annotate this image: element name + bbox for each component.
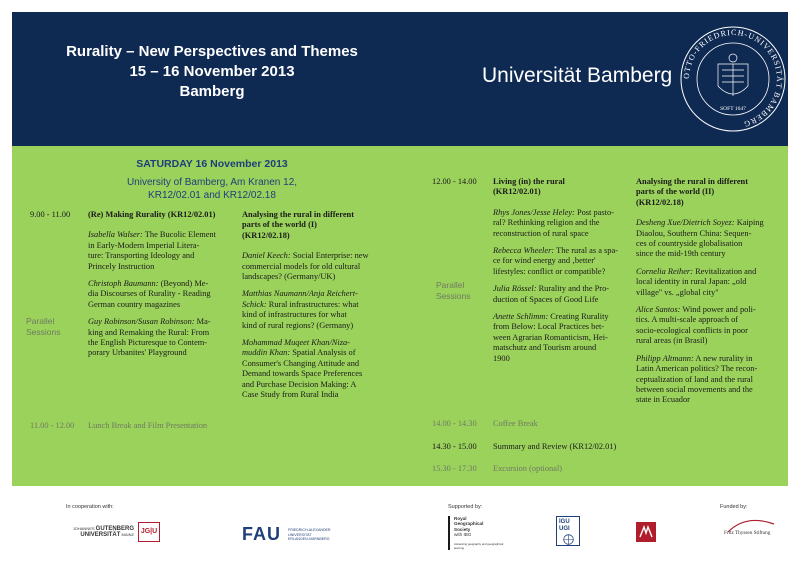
talk-line: commercial models for old cultural <box>242 261 361 271</box>
parallel-label-line: Sessions <box>26 327 61 337</box>
logo-text: FRIEDRICH-ALEXANDER <box>288 528 331 532</box>
seal-motto: SOFT 1647 <box>720 106 746 112</box>
talk-item <box>88 230 228 272</box>
talk-line: duction of Spaces of Good Life <box>493 294 599 304</box>
session-c <box>493 177 628 371</box>
talk-line: kind of rural regions? (Germany) <box>242 320 354 330</box>
talk-line: ces of countryside globalisation <box>636 239 743 249</box>
talk-line: tics. A multi-scale approach of <box>636 315 739 325</box>
session-title-line: (KR12/02.18) <box>636 197 684 207</box>
rgs-logo <box>454 516 483 538</box>
talk-line: village" vs. „global city" <box>636 287 719 297</box>
logo-text: IGU <box>559 519 570 525</box>
talk-line: Creating Rurality <box>550 312 609 322</box>
lunch-time: 11.00 - 12.00 <box>30 421 75 430</box>
event-title-block <box>12 42 412 102</box>
talk-authors: Daniel Keech: <box>242 251 291 261</box>
session-a <box>88 210 228 366</box>
talk-line: Demand towards Space Preferences <box>242 369 363 379</box>
globe-icon <box>562 534 575 545</box>
parallel-label-line: Parallel <box>436 280 465 290</box>
talk-line: king and Remaking the Rural: From <box>88 327 210 337</box>
talk-item <box>88 317 228 359</box>
talk-line: (Beyond) Me- <box>160 279 209 289</box>
talk-line: kind of infrastructures for what <box>242 310 347 320</box>
talk-line: The rural as a spa- <box>556 246 618 256</box>
seal-text: OTTO-FRIEDRICH-UNIVERSITÄT BAMBERG <box>681 27 785 129</box>
talk-authors: Guy Robinson/Susan Robinson: <box>88 317 195 327</box>
logo-text: Royal <box>454 516 467 521</box>
talk-line: landscapes? (Germany/UK) <box>242 272 336 282</box>
talk-item <box>636 305 784 347</box>
talk-line: matschutz and Tourism around <box>493 343 597 353</box>
rgs-tagline: Advancing geography and geographical learning <box>454 542 504 550</box>
talk-line: Latin American politics? The recon- <box>636 364 758 374</box>
session-title-line: parts of the world (I) <box>242 220 317 230</box>
logo-text: UNIVERSITÄT <box>288 532 312 537</box>
talk-line: porary Urbanites' Playground <box>88 348 187 358</box>
parallel-sessions-label <box>436 280 471 302</box>
excursion-label: Excursion (optional) <box>493 464 563 473</box>
talk-authors: Mohammad Muqeet Khan/Niza- <box>242 338 350 348</box>
jgu-logo: JG|U <box>138 522 160 542</box>
talk-item <box>493 208 628 239</box>
talk-authors: Cornelia Reiher: <box>636 266 693 276</box>
talk-authors: Anette Schlimm: <box>493 312 549 322</box>
talk-line: dia Discourses of Rurality - Reading <box>88 289 211 299</box>
session-title-line: (KR12/02.01) <box>493 187 541 197</box>
event-dates: 15 – 16 November 2013 <box>129 63 295 80</box>
venue-line: KR12/02.01 and KR12/02.18 <box>148 190 276 201</box>
talk-authors: Rhys Jones/Jesse Heley: <box>493 207 575 217</box>
time-session-morning: 9.00 - 11.00 <box>30 210 71 219</box>
logo-text: Society <box>454 526 471 532</box>
event-title: Rurality – New Perspectives and Themes <box>66 43 358 60</box>
talk-item <box>493 312 628 364</box>
university-seal-icon <box>678 24 788 134</box>
talk-line: in Early-Modern Imperial Litera- <box>88 240 200 250</box>
talk-item <box>493 284 628 305</box>
talk-authors: Julia Rössel: <box>493 284 537 294</box>
parallel-sessions-label <box>26 316 61 338</box>
coffee-label: Coffee Break <box>493 419 538 428</box>
talk-item <box>636 218 784 260</box>
time-session-afternoon: 12.00 - 14.00 <box>432 177 477 186</box>
talk-item <box>242 251 387 282</box>
talk-line: ween Agrarian Romanticism, Hei- <box>493 332 608 342</box>
summary-label: Summary and Review (KR12/02.01) <box>493 442 617 451</box>
session-b <box>242 210 387 408</box>
talk-line: socio-ecological conflicts in poor <box>636 325 748 335</box>
fau-subtitle <box>288 528 331 542</box>
session-title-line: Analysing the rural in different <box>636 177 748 186</box>
talk-line: the English Picturesque to Contem- <box>88 338 208 348</box>
talk-item <box>493 246 628 277</box>
summary-time: 14.30 - 15.00 <box>432 442 477 451</box>
logo-text: Geographical <box>454 521 484 527</box>
talk-line: state in Ecuador <box>636 395 690 405</box>
talk-line: ral? Rethinking religion and the <box>493 218 600 228</box>
talk-line: between social movements and the <box>636 384 753 394</box>
talk-authors: Desheng Xue/Dietrich Soyez: <box>636 218 735 228</box>
fau-logo: FAU <box>242 524 281 544</box>
session-c-title <box>493 177 628 198</box>
talk-line: German country magazines <box>88 299 181 309</box>
rgs-logo-bar <box>448 516 450 550</box>
igu-logo <box>556 516 580 546</box>
logo-text: with IBG <box>454 532 472 538</box>
talk-line: Case Study from Rural India <box>242 390 339 400</box>
logo-text: JOHANNES <box>72 526 95 531</box>
talk-line: Spatial Analysis of <box>292 348 356 358</box>
talk-line: since the mid-19th century <box>636 249 726 259</box>
talk-item <box>88 279 228 310</box>
talk-line: Ma- <box>196 317 211 327</box>
venue <box>117 176 307 202</box>
talk-authors: Alice Santos: <box>636 305 681 315</box>
talk-line: Wind power and poli- <box>682 305 756 315</box>
talk-line: Revitalization and <box>695 266 757 276</box>
talk-line: lifestyles: conflict or compatible? <box>493 266 606 276</box>
talk-line: Princely Instruction <box>88 261 155 271</box>
talk-authors: Isabella Walser: <box>88 230 143 240</box>
talk-item <box>242 338 387 400</box>
talk-line: Rural infrastructures: what <box>268 299 359 309</box>
logo-text: UNIVERSITÄT <box>80 532 121 538</box>
session-title-line: (KR12/02.18) <box>242 230 290 240</box>
day-title: SATURDAY 16 November 2013 <box>136 158 288 170</box>
lunch-label: Lunch Break and Film Presentation <box>88 421 208 430</box>
talk-authors: Matthias Naumann/Anja Reichert- <box>242 289 358 299</box>
talk-authors: Rebecca Wheeler: <box>493 246 555 256</box>
excursion-time: 15.30 - 17.30 <box>432 464 477 473</box>
event-city: Bamberg <box>179 83 245 100</box>
talk-line: Rurality and the Pro- <box>538 284 610 294</box>
talk-line: Kaiping <box>736 218 764 228</box>
talk-line: ture: Transporting Ideology and <box>88 251 195 261</box>
logo-text: MAINZ <box>121 532 134 537</box>
talk-item <box>636 354 784 406</box>
session-a-title: (Re) Making Rurality (KR12/02.01) <box>88 210 216 219</box>
logo-text: ERLANGEN-NÜRNBERG <box>288 537 330 542</box>
talk-item <box>636 267 784 298</box>
mainz-university-logo <box>64 526 134 538</box>
parallel-label-line: Parallel <box>26 316 55 326</box>
program-panel <box>12 146 788 486</box>
talk-line: from Below: Local Practices bet- <box>493 322 605 332</box>
session-title-line: Analysing the rural in different <box>242 210 354 219</box>
red-square-logo-icon <box>636 522 656 542</box>
talk-line: 1900 <box>493 353 510 363</box>
talk-authors: Schick: <box>242 299 267 309</box>
talk-line: Social Enterprise: new <box>292 251 369 261</box>
igu-logo-text <box>559 519 570 533</box>
coffee-time: 14.00 - 14.30 <box>432 419 477 428</box>
parallel-label-line: Sessions <box>436 291 471 301</box>
header-banner <box>12 12 788 146</box>
talk-line: rural areas (in Brasil) <box>636 336 708 346</box>
talk-authors: Christoph Baumann: <box>88 279 159 289</box>
session-b-title <box>242 210 387 241</box>
talk-authors: Philipp Altmann: <box>636 353 694 363</box>
funded-label: Funded by: <box>720 504 748 510</box>
session-d <box>636 177 784 413</box>
talk-line: reconstruction of rural space <box>493 228 589 238</box>
talk-line: and Purchase Decision Making: A <box>242 379 357 389</box>
talk-line: local identity in rural Japan: „old <box>636 277 747 287</box>
session-title-line: Living (in) the rural <box>493 177 565 186</box>
fritz-thyssen-logo: Fritz Thyssen Stiftung <box>724 530 771 536</box>
session-title-line: parts of the world (II) <box>636 187 715 197</box>
footer-sponsors <box>12 486 788 566</box>
logo-text: UGI <box>559 526 570 532</box>
talk-line: A new rurality in <box>695 353 753 363</box>
logo-text: GUTENBERG <box>95 526 134 532</box>
talk-line: ce for wind energy and ‚better' <box>493 256 596 266</box>
talk-line: Consumer's Changing Attitude and <box>242 358 360 368</box>
talk-line: The Bucolic Element <box>144 230 216 240</box>
talk-line: ceptualization of land and the rural <box>636 374 753 384</box>
session-d-title <box>636 177 784 208</box>
university-name: Universität Bamberg <box>482 64 673 87</box>
cooperation-label: In cooperation with: <box>66 504 114 510</box>
supported-label: Supported by: <box>448 504 483 510</box>
talk-item <box>242 289 387 331</box>
talk-line: Post pasto- <box>576 207 614 217</box>
venue-line: University of Bamberg, Am Kranen 12, <box>126 177 298 188</box>
talk-line: Diaolou, Southern China: Sequen- <box>636 228 752 238</box>
talk-authors: muddin Khan: <box>242 348 291 358</box>
